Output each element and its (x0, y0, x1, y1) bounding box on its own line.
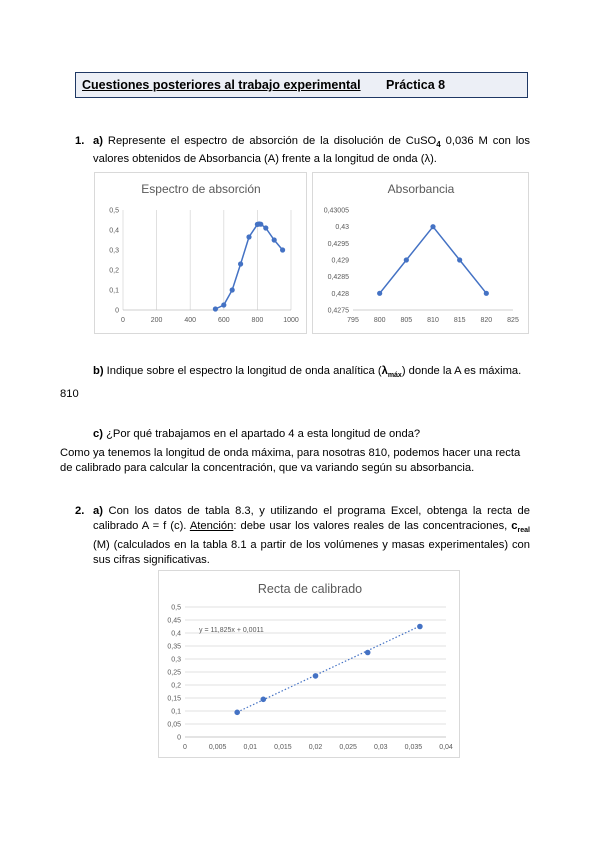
data-point (238, 261, 243, 266)
x-tick-label: 0,03 (373, 744, 388, 751)
data-point (213, 306, 218, 311)
absorbance-chart-svg (313, 173, 530, 335)
y-tick-label: 0,4295 (327, 240, 349, 248)
q1c-label: c) (93, 428, 103, 440)
y-tick-label: 0,2 (109, 267, 119, 275)
q2a-c: c (511, 520, 518, 532)
y-tick-label: 0 (115, 307, 119, 315)
x-tick-label: 1000 (283, 317, 299, 324)
y-tick-label: 0,3 (109, 247, 119, 255)
x-tick-label: 0,025 (339, 744, 357, 751)
x-tick-label: 810 (427, 317, 439, 324)
data-point (457, 257, 462, 262)
x-tick-label: 0,04 (439, 744, 453, 751)
y-tick-label: 0,429 (331, 257, 349, 265)
q1a-text-2: 0,036 M con los valores obtenidos de Absorbancia (A) frente a la longitud de onda (λ). (93, 135, 531, 166)
x-tick-label: 0,005 (208, 744, 227, 751)
data-point (234, 710, 240, 716)
y-tick-label: 0 (177, 734, 181, 742)
q1b-text-1: Indique sobre el espectro la longitud de onda analítica ( (106, 365, 382, 377)
spectrum-chart (94, 172, 307, 334)
x-tick-label: 800 (373, 317, 386, 324)
practice-header (75, 72, 528, 98)
data-point (230, 287, 235, 292)
data-point (221, 302, 226, 307)
trendline-equation: y = 11,825x + 0,0011 (199, 627, 264, 634)
y-tick-label: 0,3 (171, 656, 181, 664)
q1b-subscript: máx (387, 372, 402, 380)
x-tick-label: 0,02 (308, 744, 323, 751)
x-tick-label: 805 (400, 317, 413, 324)
y-tick-label: 0,05 (167, 721, 181, 729)
y-tick-label: 0,5 (109, 207, 119, 215)
data-point (404, 257, 409, 262)
x-tick-label: 0,035 (404, 744, 423, 751)
data-point (430, 224, 435, 229)
y-tick-label: 0,4 (171, 630, 181, 638)
x-tick-label: 0,01 (243, 744, 258, 751)
q2a-text-3: (M) (calculados en la tabla 8.1 a partir de los volúmenes y masas experimentales) con sus cifras significativas. (93, 539, 530, 567)
y-tick-label: 0,1 (109, 287, 119, 295)
x-tick-label: 0 (183, 744, 187, 751)
calibration-chart (158, 570, 460, 758)
y-tick-label: 0,4275 (327, 307, 349, 315)
x-tick-label: 0 (121, 317, 125, 324)
q2a-text-1: Con los datos de tabla 8.3, y utilizando el programa Excel, obtenga la recta de calibrado A = f (c). (93, 505, 531, 532)
y-tick-label: 0,2 (171, 682, 181, 690)
q1a-text-1: Represente el espectro de absorción de la disolución de CuSO (107, 135, 437, 147)
chart-title: Absorbancia (387, 182, 455, 196)
q1a-subscript: 4 (436, 140, 441, 150)
data-point (261, 697, 267, 703)
header-title: Cuestiones posteriores al trabajo experimental (82, 78, 361, 92)
y-tick-label: 0,43 (335, 224, 349, 232)
y-tick-label: 0,1 (171, 708, 181, 716)
q1b-statement (93, 364, 530, 383)
q1b-lambda: λ (381, 365, 388, 377)
q2a-label: a) (93, 505, 103, 517)
q1b-answer: 810 (60, 388, 79, 400)
y-tick-label: 0,35 (167, 643, 181, 651)
data-point (484, 291, 489, 296)
spectrum-chart-svg (95, 173, 308, 335)
chart-title: Espectro de absorción (141, 182, 261, 196)
data-point (280, 247, 285, 252)
practice-number: Práctica 8 (386, 78, 446, 92)
q2a-atencion: Atención (189, 520, 234, 532)
data-point (377, 291, 382, 296)
x-tick-label: 400 (184, 317, 197, 324)
x-tick-label: 200 (150, 317, 163, 324)
q1c-answer: Como ya tenemos la longitud de onda máxima, para nosotras 810, podemos hacer una recta de calibrado para calcular la concentración, que va variando según su absorbancia. (60, 447, 521, 474)
x-tick-label: 820 (480, 317, 493, 324)
x-tick-label: 815 (453, 317, 466, 324)
y-tick-label: 0,5 (171, 604, 181, 612)
y-tick-label: 0,4 (109, 227, 119, 235)
x-tick-label: 825 (507, 317, 519, 324)
data-point (258, 222, 263, 227)
x-tick-label: 795 (347, 317, 359, 324)
q1b-text-2: ) donde la A es máxima. (401, 365, 522, 377)
x-tick-label: 600 (217, 317, 230, 324)
data-point (272, 237, 277, 242)
y-tick-label: 0,15 (167, 695, 181, 703)
series-line (380, 227, 487, 294)
q1c-text: ¿Por qué trabajamos en el apartado 4 a esta longitud de onda? (106, 428, 421, 440)
q2a-text-2: : debe usar los valores reales de las concentraciones, (233, 520, 512, 532)
q1a-label: a) (93, 135, 103, 147)
y-tick-label: 0,43005 (323, 207, 349, 215)
data-point (246, 234, 251, 239)
q2a-c-subscript: real (517, 527, 530, 535)
absorbance-chart (312, 172, 529, 334)
chart-title: Recta de calibrado (257, 582, 363, 596)
calibration-chart-svg (159, 571, 461, 759)
data-point (365, 650, 371, 656)
x-tick-label: 800 (251, 317, 264, 324)
q2-number: 2. (75, 505, 85, 517)
q1-number: 1. (75, 135, 85, 147)
data-point (417, 624, 423, 630)
data-point (313, 673, 319, 679)
y-tick-label: 0,4285 (327, 274, 349, 282)
y-tick-label: 0,428 (331, 290, 349, 298)
q1c-statement (93, 427, 530, 442)
q1b-label: b) (93, 365, 104, 377)
q1a-statement (93, 134, 530, 167)
x-tick-label: 0,015 (274, 744, 292, 751)
data-point (263, 225, 268, 230)
y-tick-label: 0,25 (167, 669, 181, 677)
q2a-statement (93, 504, 530, 568)
y-tick-label: 0,45 (167, 617, 181, 625)
